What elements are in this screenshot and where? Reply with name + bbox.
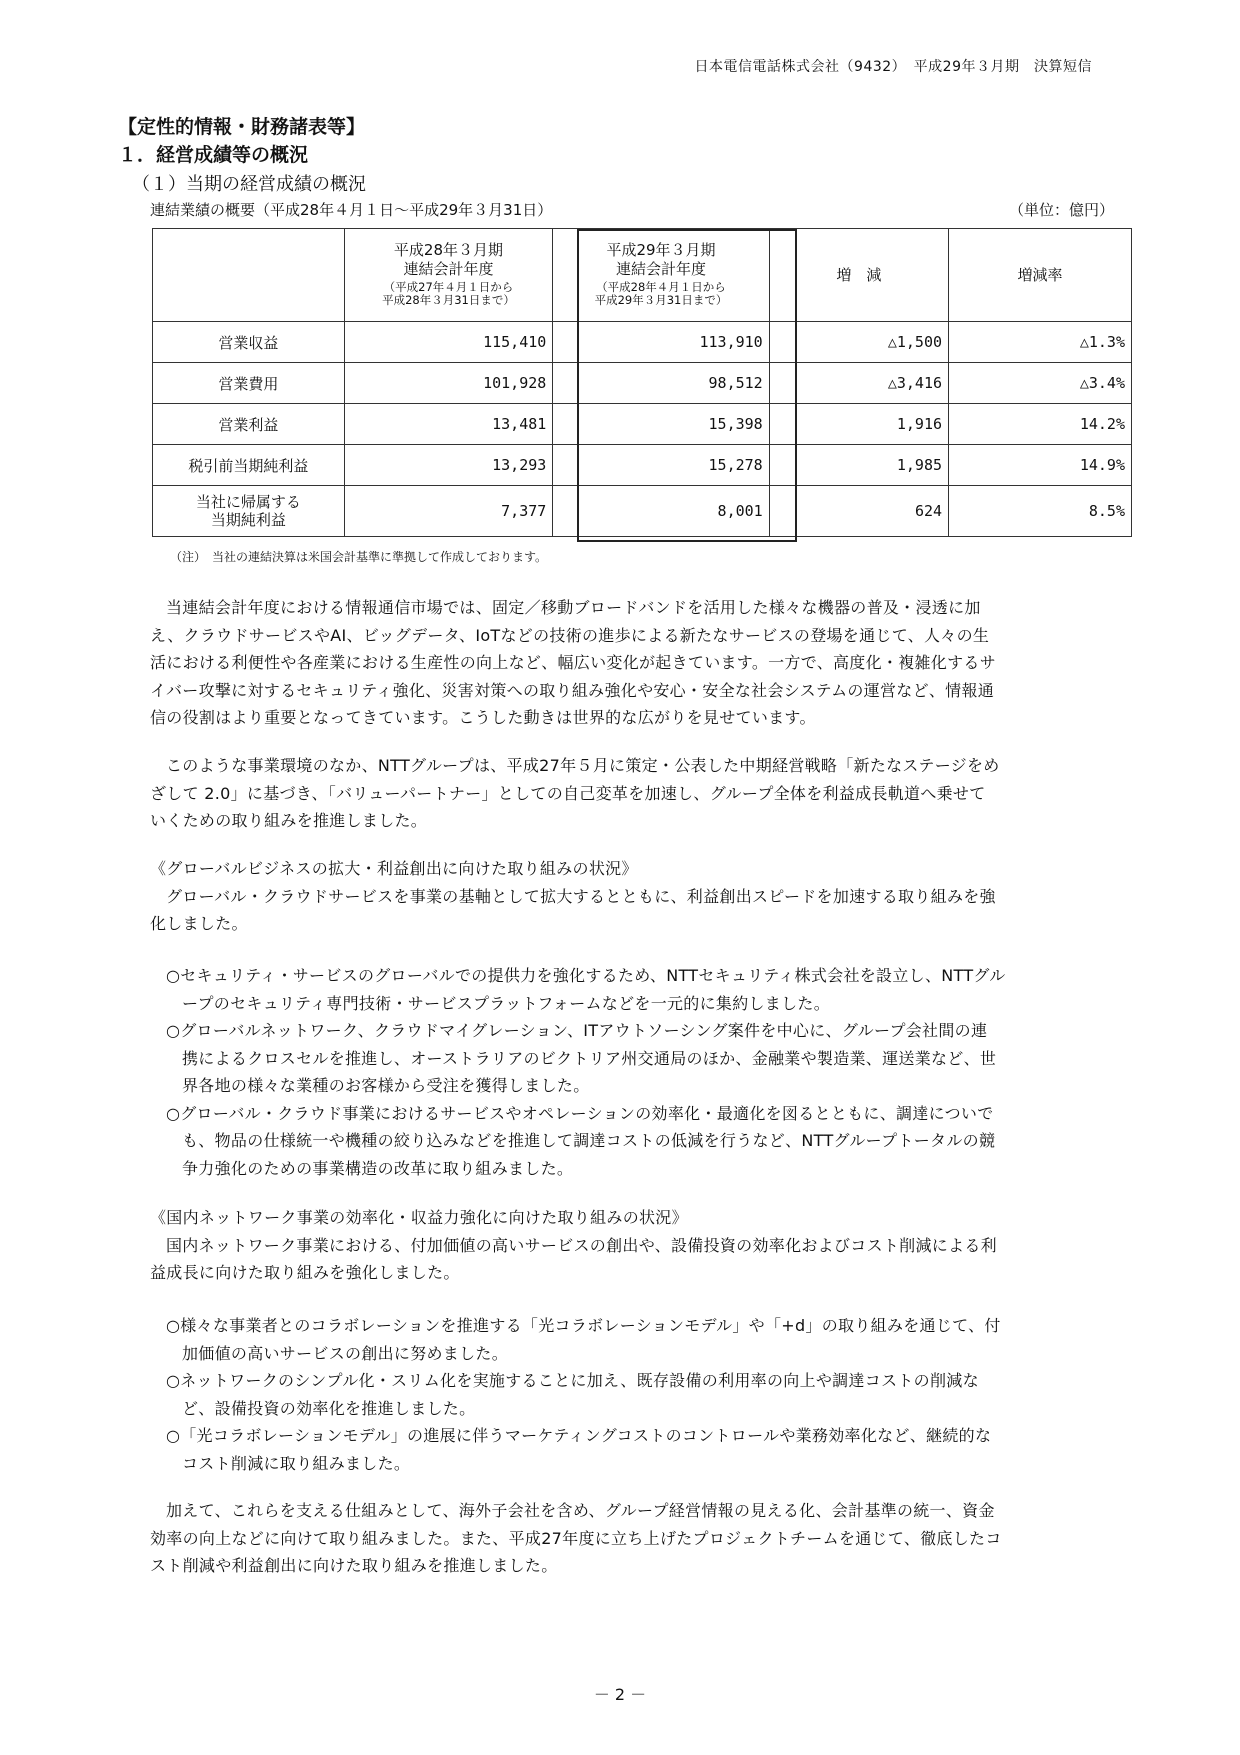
prev-year-sub: 連結会計年度	[403, 259, 494, 278]
section-global	[150, 855, 1130, 938]
cell-prev: 101,928	[344, 363, 553, 404]
cell-cur: 98,512	[553, 363, 769, 404]
table-row	[153, 322, 1132, 363]
cell-cur: 15,278	[553, 445, 769, 486]
paragraph-infrastructure	[150, 1497, 1130, 1580]
text-line: 化しました。	[150, 914, 248, 933]
subheading-global: 《グローバルビジネスの拡大・利益創出に向けた取り組みの状況》	[150, 859, 638, 878]
heading-overview: １．経営成績等の概況	[118, 144, 309, 166]
row-label-line2: 当期純利益	[210, 511, 286, 529]
prev-year-range2: 平成28年３月31日まで）	[382, 292, 515, 307]
list-item-cont: 加価値の高いサービスの創出に努めました。	[182, 1343, 509, 1363]
paragraph-market	[150, 594, 1130, 732]
table-header-row	[153, 229, 1132, 322]
cell-cur: 15,398	[553, 404, 769, 445]
table-row	[153, 404, 1132, 445]
text-line: 加えて、これらを支える仕組みとして、海外子会社を含め、グループ経営情報の見える化、会計基準の統一、資金	[166, 1501, 995, 1520]
text-line: スト削減や利益創出に向けた取り組みを推進しました。	[150, 1556, 558, 1575]
text-line: いくための取り組みを推進しました。	[150, 811, 428, 830]
row-label: 税引前当期純利益	[153, 445, 345, 486]
cell-change: 1,916	[769, 404, 948, 445]
prev-year-title: 平成28年３月期	[393, 241, 504, 259]
cell-change: △1,500	[769, 322, 948, 363]
text-line: イバー攻撃に対するセキュリティ強化、災害対策への取り組み強化や安心・安全な社会システムの運営など、情報通	[150, 680, 995, 700]
cell-rate: 14.9%	[949, 445, 1132, 486]
text-line: 活における利便性や各産業における生産性の向上など、幅広い変化が起きています。一方で、高度化・複雑化するサ	[150, 653, 997, 672]
text-line: 当連結会計年度における情報通信市場では、固定／移動ブロードバンドを活用した様々な機器の普及・浸透に加	[166, 598, 981, 617]
cell-rate: △3.4%	[949, 363, 1132, 404]
table-row	[153, 363, 1132, 404]
list-item-cont: 携によるクロスセルを推進し、オーストラリアのビクトリア州交通局のほか、金融業や製造業、運送業など、世	[182, 1048, 997, 1068]
list-item-cont: コスト削減に取り組みました。	[182, 1453, 411, 1473]
list-item-cont: も、物品の仕様統一や機種の絞り込みなどを推進して調達コストの低減を行うなど、NTTグループトータルの競	[182, 1131, 996, 1150]
header-rate: 増減率	[949, 229, 1132, 322]
list-item-cont: ープのセキュリティ専門技術・サービスプラットフォームなどを一元的に集約しました。	[182, 993, 831, 1013]
cell-change: 624	[769, 486, 948, 537]
cell-rate: △1.3%	[949, 322, 1132, 363]
list-item: ○グローバル・クラウド事業におけるサービスやオペレーションの効率化・最適化を図るとともに、調達についで	[166, 1103, 994, 1123]
cur-year-sub: 連結会計年度	[615, 259, 706, 278]
cur-year-range1: （平成28年４月１日から	[596, 279, 726, 294]
row-label	[153, 486, 345, 537]
text-line: ざして 2.0」に基づき、「バリューパートナー」としての自己変革を加速し、グループ全体を利益成長軌道へ乗せて	[150, 783, 986, 803]
table-caption: 連結業績の概要（平成28年４月１日～平成29年３月31日）	[150, 201, 553, 219]
text-line: 国内ネットワーク事業における、付加価値の高いサービスの創出や、設備投資の効率化およびコスト削減による利	[166, 1235, 997, 1255]
text-line: え、クラウドサービスやAI、ビッグデータ、IoTなどの技術の進歩による新たなサービスの登場を通じて、人々の生	[150, 625, 990, 645]
cell-cur: 8,001	[553, 486, 769, 537]
bullets-domestic	[166, 1312, 1132, 1477]
row-label: 営業収益	[153, 322, 345, 363]
row-label: 営業利益	[153, 404, 345, 445]
list-item: ○「光コラボレーションモデル」の進展に伴うマーケティングコストのコントロールや業務効率化など、継続的な	[166, 1426, 992, 1445]
cell-rate: 8.5%	[949, 486, 1132, 537]
text-line: 効率の向上などに向けて取り組みました。また、平成27年度に立ち上げたプロジェクトチームを通じて、徹底したコ	[150, 1528, 1002, 1548]
subheading-domestic: 《国内ネットワーク事業の効率化・収益力強化に向けた取り組みの状況》	[150, 1208, 688, 1227]
table-row	[153, 486, 1132, 537]
section-domestic	[150, 1204, 1130, 1287]
text-line: このような事業環境のなか、NTTグループは、平成27年５月に策定・公表した中期経営戦略「新たなステージをめ	[166, 756, 1000, 775]
heading-current-period: （１）当期の経営成績の概況	[132, 174, 366, 195]
text-line: グローバル・クラウドサービスを事業の基軸として拡大するとともに、利益創出スピードを加速する取り組みを強	[166, 886, 996, 906]
cell-rate: 14.2%	[949, 404, 1132, 445]
header-blank	[153, 229, 345, 322]
bullets-global	[166, 962, 1132, 1182]
cur-year-range2: 平成29年３月31日まで）	[594, 292, 728, 307]
page-number: － 2 －	[593, 1685, 647, 1704]
list-item-cont: ど、設備投資の効率化を推進しました。	[182, 1398, 476, 1418]
cell-change: 1,985	[769, 445, 948, 486]
header-prev-year	[344, 229, 553, 322]
header-cur-year	[553, 229, 769, 322]
list-item: ○ネットワークのシンプル化・スリム化を実施することに加え、既存設備の利用率の向上や調達コストの削減な	[166, 1371, 979, 1390]
row-label: 営業費用	[153, 363, 345, 404]
text-line: 信の役割はより重要となってきています。こうした動きは世界的な広がりを見せています。	[150, 708, 816, 727]
cell-prev: 13,293	[344, 445, 553, 486]
row-label-line1: 当社に帰属する	[195, 493, 301, 511]
prev-year-range1: （平成27年４月１日から	[383, 279, 514, 294]
list-item: ○セキュリティ・サービスのグローバルでの提供力を強化するため、NTTセキュリティ株式会社を設立し、NTTグル	[166, 966, 1006, 985]
cell-change: △3,416	[769, 363, 948, 404]
table-row	[153, 445, 1132, 486]
cell-cur: 113,910	[553, 322, 769, 363]
list-item-cont: 争力強化のための事業構造の改革に取り組みました。	[182, 1158, 574, 1178]
consolidated-results-table	[152, 228, 1132, 537]
cell-prev: 7,377	[344, 486, 553, 537]
list-item-cont: 界各地の様々な業種のお客様から受注を獲得しました。	[182, 1076, 590, 1095]
section-title: 【定性的情報・財務諸表等】	[118, 116, 366, 138]
cell-prev: 13,481	[344, 404, 553, 445]
cell-prev: 115,410	[344, 322, 553, 363]
list-item: ○グローバルネットワーク、クラウドマイグレーション、ITアウトソーシング案件を中心に、グループ会社間の連	[166, 1021, 988, 1040]
unit-label: （単位：億円）	[1008, 201, 1114, 219]
paragraph-strategy	[150, 752, 1130, 835]
text-line: 益成長に向けた取り組みを強化しました。	[150, 1263, 460, 1282]
list-item: ○様々な事業者とのコラボレーションを推進する「光コラボレーションモデル」や「+d」の取り組みを通じて、付	[166, 1316, 1001, 1335]
header-change: 増 減	[769, 229, 948, 322]
cur-year-title: 平成29年３月期	[606, 241, 716, 259]
document-header: 日本電信電話株式会社（9432） 平成29年３月期 決算短信	[694, 59, 1092, 75]
table-note: （注） 当社の連結決算は米国会計基準に準拠して作成しております。	[170, 550, 548, 564]
